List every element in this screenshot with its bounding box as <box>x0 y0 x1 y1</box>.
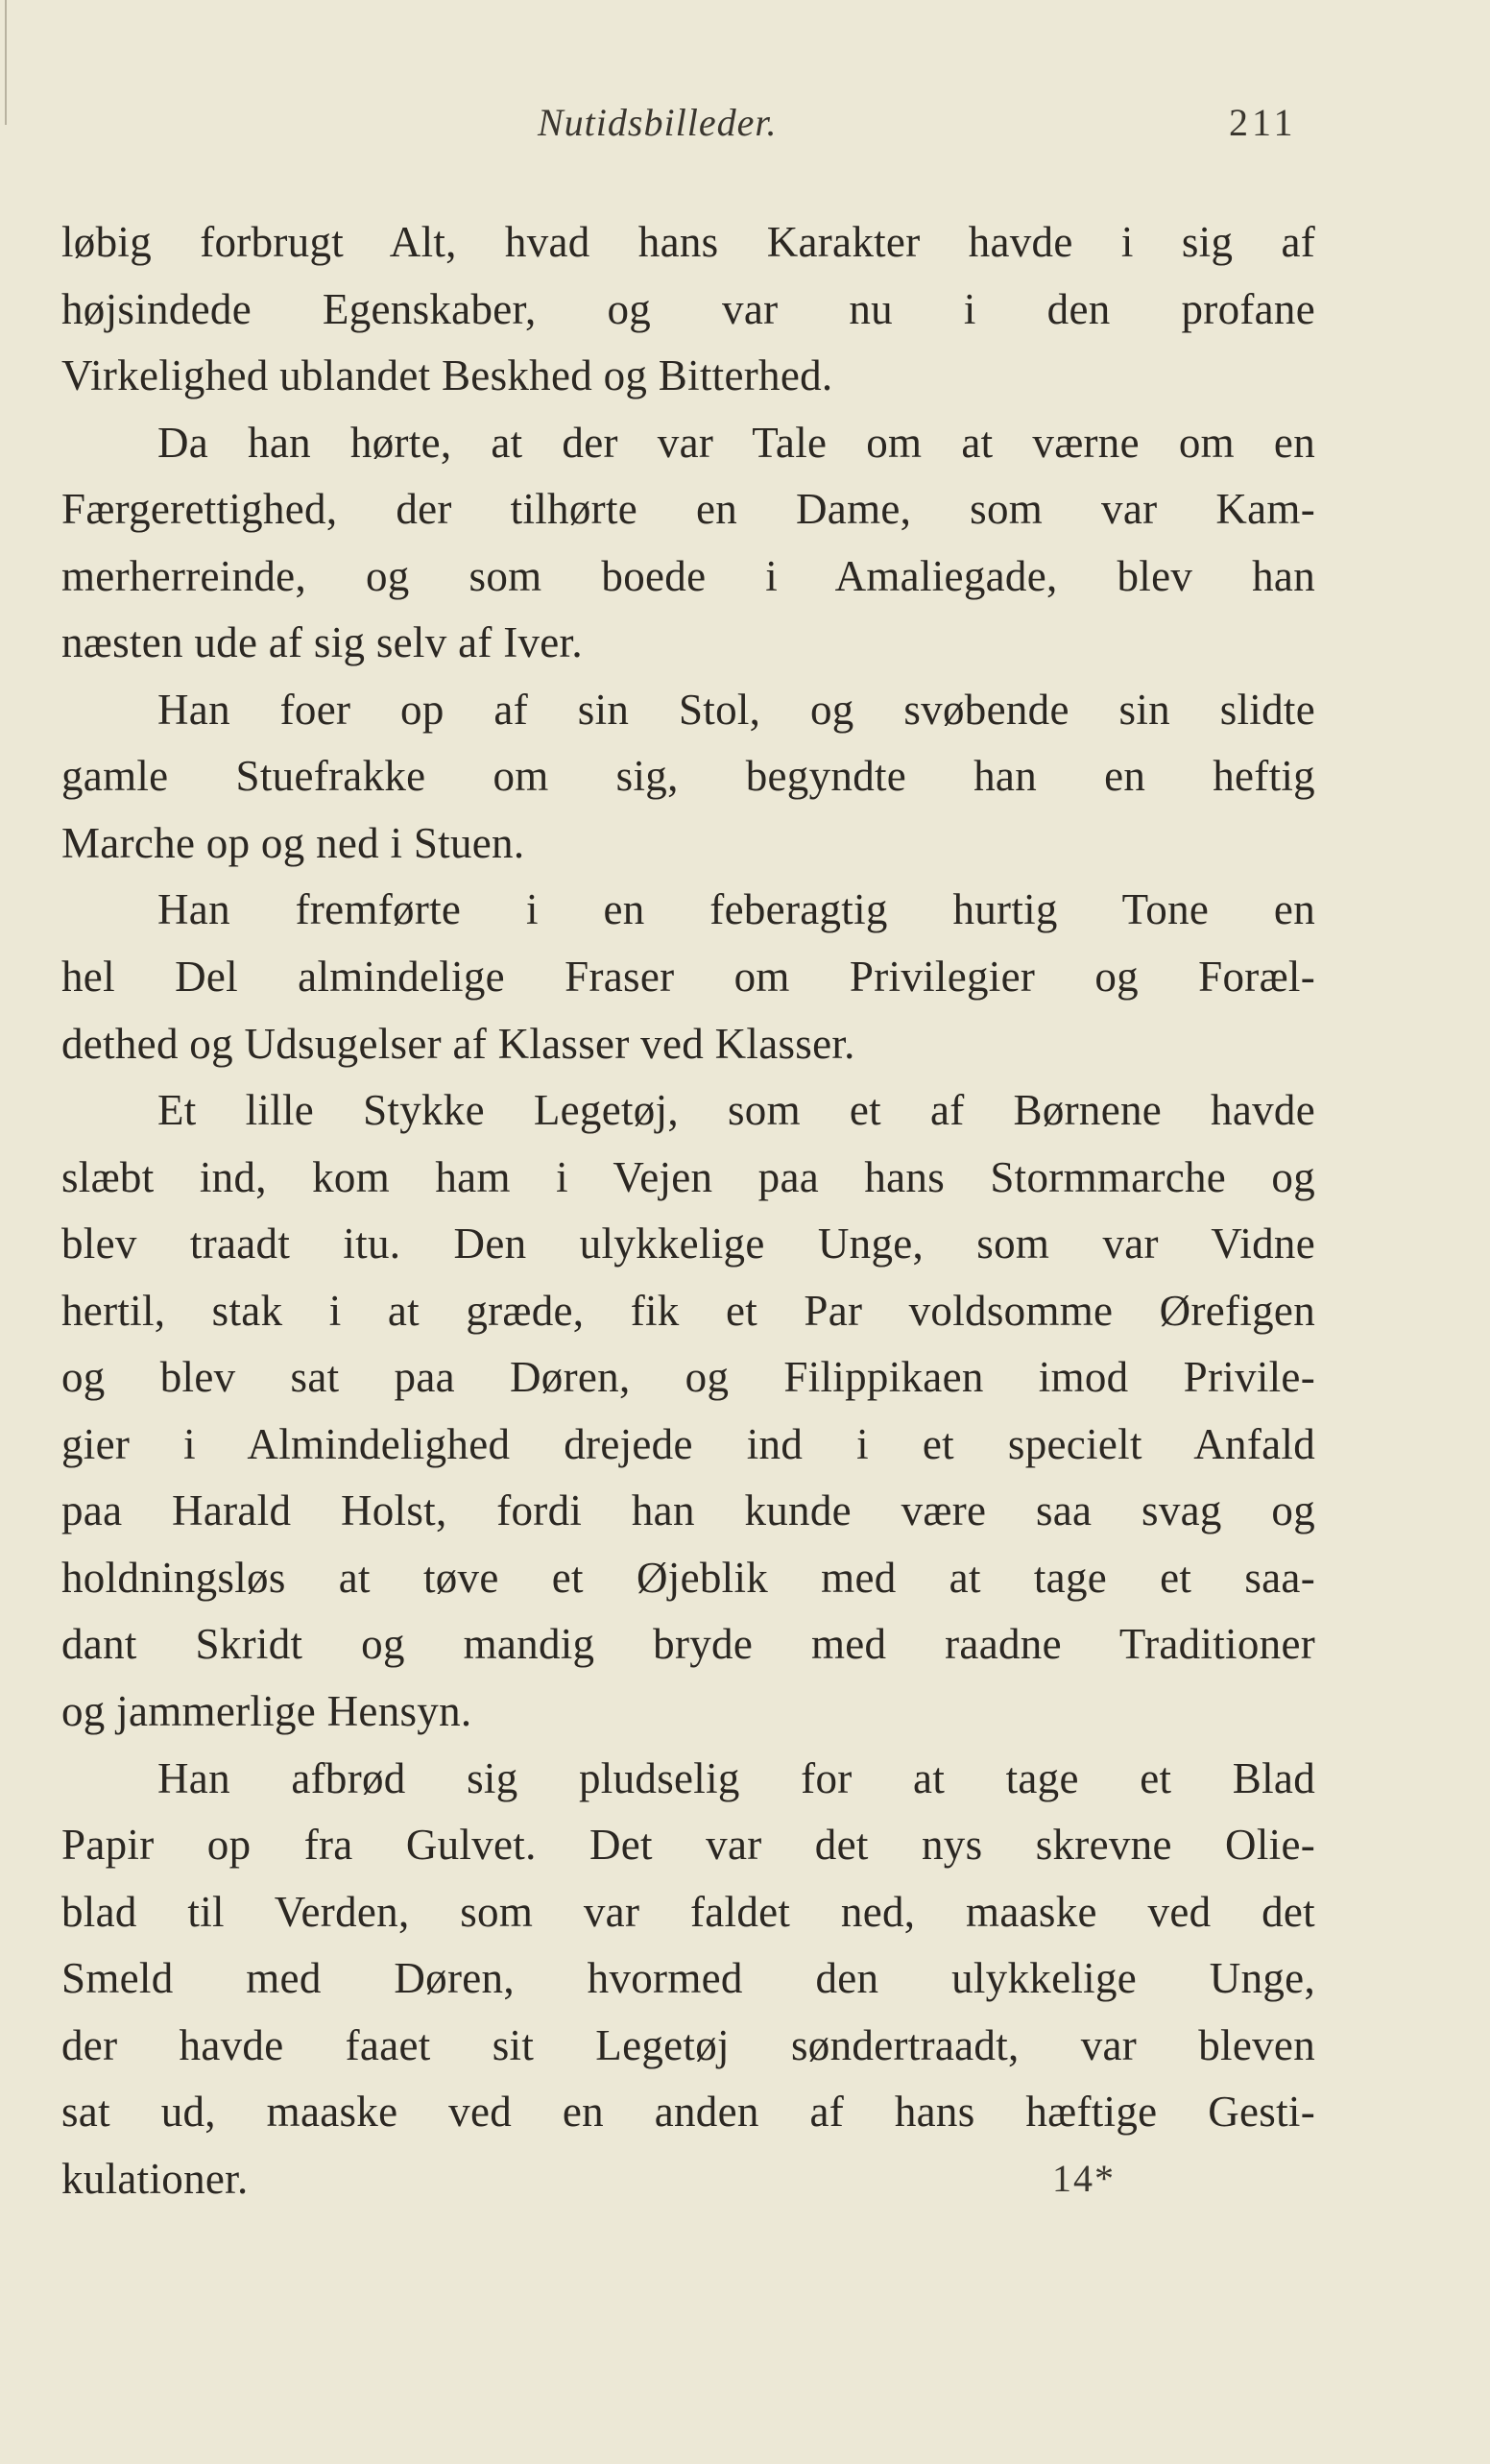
text-line: Smeld med Døren, hvormed den ulykkelige Unge, <box>61 1954 1315 2003</box>
text-line: Han fremførte i en feberagtig hurtig Tone en <box>157 885 1315 934</box>
page-number: 211 <box>1229 101 1297 144</box>
text-line: hel Del almindelige Fraser om Privilegier og Foræl- <box>61 953 1315 1002</box>
running-title: Nutidsbilleder. <box>538 101 778 144</box>
text-line: højsindede Egenskaber, og var nu i den profane <box>61 284 1315 333</box>
text-line: hertil, stak i at græde, fik et Par voldsomme Ørefigen <box>61 1286 1315 1335</box>
text-line: kulationer. <box>61 2154 249 2203</box>
text-line: blev traadt itu. Den ulykkelige Unge, som var Vidne <box>61 1220 1315 1268</box>
text-line: Et lille Stykke Legetøj, som et af Børnene havde <box>157 1086 1315 1135</box>
text-line: løbig forbrugt Alt, hvad hans Karakter havde i sig af <box>61 218 1315 266</box>
text-line: Han foer op af sin Stol, og svøbende sin slidte <box>157 685 1315 734</box>
page-header <box>0 100 1490 157</box>
text-line: Papir op fra Gulvet. Det var det nys skrevne Olie- <box>61 1821 1315 1870</box>
text-line: merherreinde, og som boede i Amaliegade, blev han <box>61 551 1315 600</box>
signature-mark: 14* <box>1052 2157 1116 2200</box>
text-line: der havde faaet sit Legetøj søndertraadt, var bleven <box>61 2020 1315 2069</box>
text-line: slæbt ind, kom ham i Vejen paa hans Stormmarche og <box>61 1152 1315 1201</box>
text-line: Færgerettighed, der tilhørte en Dame, som var Kam- <box>61 485 1315 534</box>
text-line: og jammerlige Hensyn. <box>61 1687 472 1736</box>
text-line: gamle Stuefrakke om sig, begyndte han en heftig <box>61 752 1315 801</box>
text-line: holdningsløs at tøve et Øjeblik med at tage et saa- <box>61 1553 1315 1602</box>
text-line: Da han hørte, at der var Tale om at værne om en <box>157 418 1315 467</box>
text-line: dethed og Udsugelser af Klasser ved Klasser. <box>61 1019 855 1068</box>
text-line: og blev sat paa Døren, og Filippikaen imod Privile- <box>61 1353 1315 1402</box>
text-line: sat ud, maaske ved en anden af hans hæftige Gesti- <box>61 2088 1315 2137</box>
text-line: næsten ude af sig selv af Iver. <box>61 618 583 667</box>
text-line: Virkelighed ublandet Beskhed og Bitterhed. <box>61 351 833 400</box>
text-line: Marche op og ned i Stuen. <box>61 818 525 867</box>
text-line: Han afbrød sig pludselig for at tage et Blad <box>157 1753 1315 1802</box>
body-text <box>61 209 1315 2212</box>
text-line: gier i Almindelighed drejede ind i et specielt Anfald <box>61 1419 1315 1468</box>
text-line: blad til Verden, som var faldet ned, maaske ved det <box>61 1887 1315 1936</box>
text-line: paa Harald Holst, fordi han kunde være saa svag og <box>61 1486 1315 1535</box>
text-line: dant Skridt og mandig bryde med raadne Traditioner <box>61 1620 1315 1669</box>
